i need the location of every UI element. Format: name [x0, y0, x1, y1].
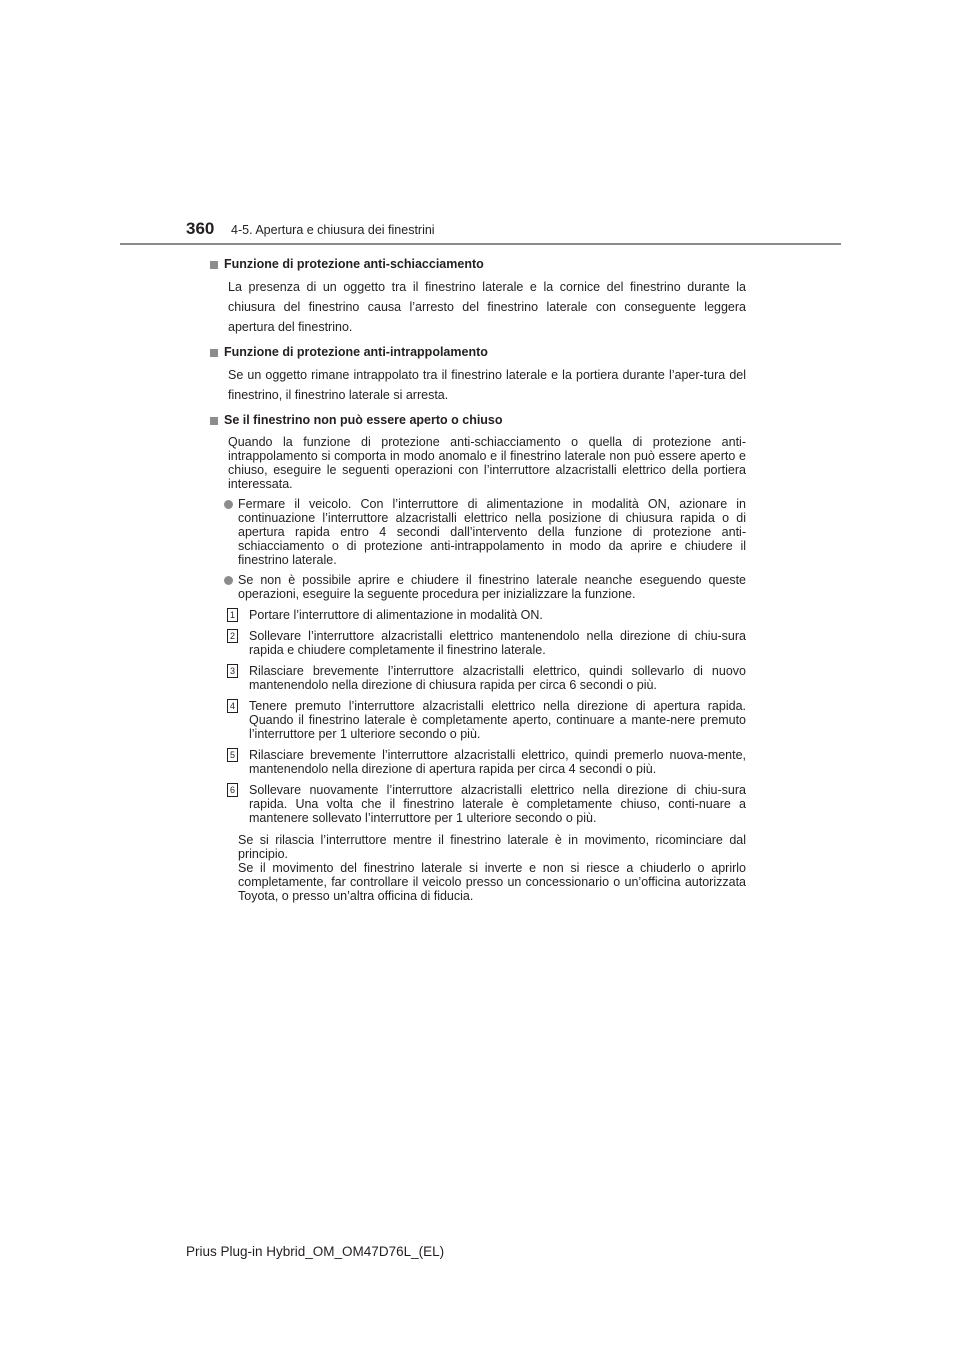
- step-text: Sollevare l’interruttore alzacristalli elettrico mantenendolo nella direzione di chiu-sura rapida e chiudere completamente il finestrino laterale.: [249, 629, 746, 657]
- round-bullet-icon: [224, 576, 233, 585]
- section-heading-text: Se il finestrino non può essere aperto o chiuso: [224, 413, 503, 427]
- round-bullet-icon: [224, 500, 233, 509]
- bullet-text: Fermare il veicolo. Con l’interruttore di alimentazione in modalità ON, azionare in continuazione l’interruttore alzacristalli elettrico nella posizione di chiusura rapida o di apertura rapida entro 4 secondi dall’intervento della funzione di protezione anti-schiacciamento o di protezione anti-intrappolamento in modo da aprire e chiudere il finestrino laterale.: [238, 497, 746, 567]
- step-item: [227, 699, 746, 741]
- section-paragraph: La presenza di un oggetto tra il finestrino laterale e la cornice del finestrino durante la chiusura del finestrino causa l’arresto del finestrino laterale con conseguente leggera apertura del finestrino.: [228, 280, 746, 334]
- section-anti-entrapment: [210, 344, 746, 405]
- step-number-badge: 1: [227, 608, 238, 622]
- section-heading: [210, 344, 746, 361]
- section-paragraph: Quando la funzione di protezione anti-schiacciamento o quella di protezione anti-intrappolamento si comporta in modo anomalo e il finestrino laterale non può essere aperto e chiuso, eseguire le seguenti operazioni con l’interruttore alzacristalli elettrico della portiera interessata.: [228, 435, 746, 491]
- step-item: [227, 629, 746, 657]
- section-heading-text: Funzione di protezione anti-schiacciamento: [224, 257, 484, 271]
- step-item: [227, 608, 746, 622]
- section-heading: [210, 412, 746, 429]
- header-rule: [120, 243, 841, 245]
- step-item: [227, 783, 746, 825]
- step-text: Rilasciare brevemente l’interruttore alzacristalli elettrico, quindi premerlo nuova-mente, mantenendolo nella direzione di apertura rapida per circa 4 secondi o più.: [249, 748, 746, 776]
- bullet-text: Se non è possibile aprire e chiudere il finestrino laterale neanche eseguendo queste operazioni, eseguire la seguente procedura per inizializzare la funzione.: [238, 573, 746, 601]
- step-text: Sollevare nuovamente l’interruttore alzacristalli elettrico nella direzione di chiu-sura rapida. Una volta che il finestrino laterale è completamente chiuso, conti-nuare a mantenere sollevato l’interruttore per 1 ulteriore secondo o più.: [249, 783, 746, 825]
- section-heading: [210, 256, 746, 273]
- closing-note: [238, 833, 746, 903]
- section-heading-text: Funzione di protezione anti-intrappolamento: [224, 345, 488, 359]
- page-content: [210, 256, 746, 910]
- section-window-cannot-open: [210, 412, 746, 903]
- step-text: Portare l’interruttore di alimentazione in modalità ON.: [249, 608, 543, 622]
- step-number-badge: 5: [227, 748, 238, 762]
- step-number-badge: 4: [227, 699, 238, 713]
- step-item: [227, 664, 746, 692]
- step-number-badge: 6: [227, 783, 238, 797]
- square-bullet-icon: [210, 417, 218, 425]
- footer-document-id: Prius Plug-in Hybrid_OM_OM47D76L_(EL): [186, 1244, 445, 1259]
- list-item: [224, 497, 746, 567]
- page-number: 360: [186, 219, 215, 238]
- step-number-badge: 3: [227, 664, 238, 678]
- note-line: Se si rilascia l’interruttore mentre il finestrino laterale è in movimento, ricominciare dal principio.: [238, 833, 746, 861]
- section-anti-pinch: [210, 256, 746, 337]
- section-title: 4-5. Apertura e chiusura dei finestrini: [231, 223, 435, 237]
- step-item: [227, 748, 746, 776]
- section-paragraph: Se un oggetto rimane intrappolato tra il finestrino laterale e la portiera durante l’aper-tura del finestrino, il finestrino laterale si arresta.: [228, 368, 746, 402]
- note-line: Se il movimento del finestrino laterale si inverte e non si riesce a chiuderlo o aprirlo completamente, far controllare il veicolo presso un concessionario o un’officina autorizzata Toyota, o presso un’altra officina di fiducia.: [238, 861, 746, 903]
- square-bullet-icon: [210, 349, 218, 357]
- step-text: Tenere premuto l’interruttore alzacristalli elettrico nella direzione di apertura rapida. Quando il finestrino laterale è completamente aperto, continuare a mante-nere premuto l’interruttore per 1 ulteriore secondo o più.: [249, 699, 746, 741]
- square-bullet-icon: [210, 261, 218, 269]
- list-item: [224, 573, 746, 601]
- step-text: Rilasciare brevemente l’interruttore alzacristalli elettrico, quindi sollevarlo di nuovo mantenendolo nella direzione di chiusura rapida per circa 6 secondi o più.: [249, 664, 746, 692]
- step-number-badge: 2: [227, 629, 238, 643]
